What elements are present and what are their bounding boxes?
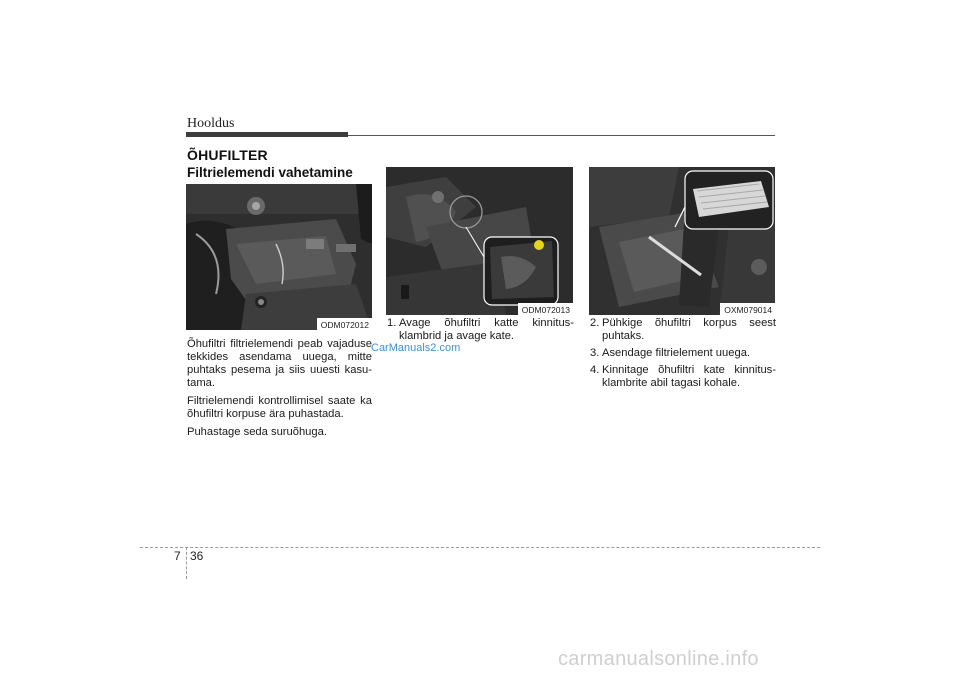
site-watermark: carmanualsonline.info: [558, 648, 759, 670]
paragraph: Filtrielemendi kontrollimisel saate ka õhufiltri korpuse ära puhastada.: [187, 395, 372, 420]
section-name: Hooldus: [187, 116, 235, 131]
engine-photo-2-illustration: [386, 167, 573, 315]
step-item: [590, 347, 776, 360]
image-code-label: OXM079014: [720, 303, 775, 315]
step-number: 3.: [590, 347, 600, 359]
footer-divider-vertical: [186, 547, 187, 579]
watermark-link[interactable]: CarManuals2.com: [371, 342, 461, 354]
steps-column-3: [590, 317, 776, 394]
page-number: 36: [190, 549, 204, 563]
footer-divider: [140, 547, 820, 548]
step-text: Asendage filtrielement uuega.: [602, 347, 751, 359]
paragraph: Puhastage seda suruõhuga.: [187, 426, 327, 438]
step-text: Avage õhufiltri katte kinnitus-klambrid ja avage kate.: [399, 317, 574, 342]
intro-text: [187, 338, 372, 444]
engine-photo-3-illustration: [589, 167, 775, 315]
page-subtitle: Filtrielemendi vahetamine: [187, 165, 353, 180]
chapter-number: 7: [174, 549, 181, 563]
image-code-label: ODM072012: [317, 318, 372, 330]
image-code-label: ODM072013: [518, 303, 573, 315]
engine-photo-3: [589, 167, 775, 315]
step-item: [590, 364, 776, 390]
step-item: [590, 317, 776, 343]
step-number: 4.: [590, 364, 600, 376]
step-number: 2.: [590, 317, 600, 329]
header-rule-thin: [348, 135, 775, 136]
step-text: Pühkige õhufiltri korpus seest puhtaks.: [602, 317, 776, 342]
step-item: [387, 317, 574, 343]
page-title: ÕHUFILTER: [187, 147, 268, 163]
header-rule-thick: [186, 132, 348, 137]
paragraph: Õhufiltri filtrielemendi peab vajaduse tekkides asendama uuega, mitte puhtaks pesema ja siis uuesti kasu-tama.: [187, 338, 372, 389]
engine-photo-1-illustration: [186, 184, 372, 330]
step-number: 1.: [387, 317, 397, 329]
engine-photo-1: [186, 184, 372, 330]
engine-photo-2: [386, 167, 573, 315]
step-text: Kinnitage õhufiltri kate kinnitus-klambrite abil tagasi kohale.: [602, 364, 776, 389]
